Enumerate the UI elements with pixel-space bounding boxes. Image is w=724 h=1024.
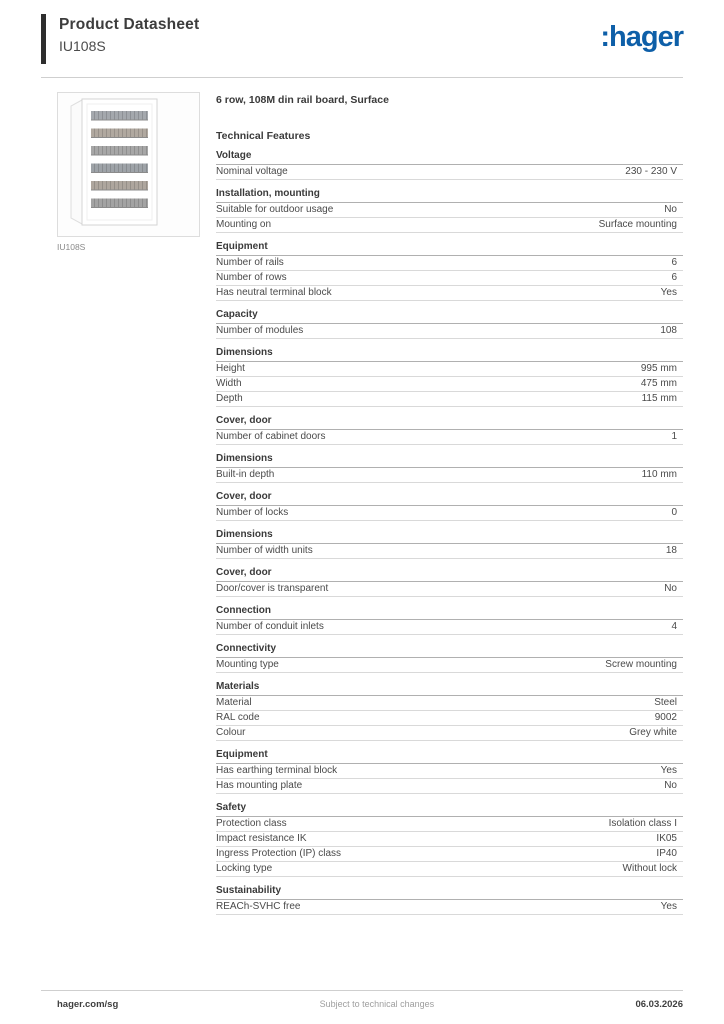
technical-features-heading: Technical Features	[216, 130, 311, 142]
page-header	[41, 0, 683, 64]
spec-label: RAL code	[216, 712, 260, 723]
spec-row	[216, 392, 683, 407]
spec-row	[216, 711, 683, 726]
spec-label: Mounting on	[216, 219, 272, 230]
section-title: Dimensions	[216, 454, 683, 468]
spec-label: Width	[216, 378, 242, 389]
spec-section	[216, 750, 683, 794]
spec-row	[216, 362, 683, 377]
page-footer	[41, 990, 683, 1010]
spec-label: Number of modules	[216, 325, 304, 336]
spec-row	[216, 544, 683, 559]
spec-label: Nominal voltage	[216, 166, 288, 177]
spec-value: 6	[671, 272, 677, 283]
spec-value: No	[664, 780, 677, 791]
spec-row	[216, 832, 683, 847]
spec-label: Door/cover is transparent	[216, 583, 329, 594]
footer-row	[41, 999, 683, 1010]
spec-label: Depth	[216, 393, 243, 404]
spec-label: Ingress Protection (IP) class	[216, 848, 342, 859]
spec-section	[216, 310, 683, 339]
hager-logo: :hager	[600, 21, 683, 53]
spec-value: 110 mm	[641, 469, 677, 480]
spec-row	[216, 218, 683, 233]
section-title: Dimensions	[216, 530, 683, 544]
section-title: Connection	[216, 606, 683, 620]
spec-label: Has earthing terminal block	[216, 765, 338, 776]
spec-row	[216, 203, 683, 218]
section-title: Equipment	[216, 750, 683, 764]
footer-website: hager.com/sg	[57, 999, 119, 1010]
section-title: Cover, door	[216, 492, 683, 506]
header-text	[59, 14, 199, 54]
spec-value: 115 mm	[641, 393, 677, 404]
spec-row	[216, 817, 683, 832]
spec-row	[216, 430, 683, 445]
spec-section	[216, 242, 683, 301]
spec-value: 1	[671, 431, 677, 442]
spec-row	[216, 900, 683, 915]
spec-label: Has neutral terminal block	[216, 287, 332, 298]
spec-label: Mounting type	[216, 659, 279, 670]
spec-row	[216, 696, 683, 711]
spec-section	[216, 606, 683, 635]
din-rail-board-illustration	[58, 93, 199, 236]
spec-row	[216, 286, 683, 301]
section-title: Installation, mounting	[216, 189, 683, 203]
spec-value: No	[664, 204, 677, 215]
spec-value: 4	[671, 621, 677, 632]
spec-row	[216, 377, 683, 392]
spec-row	[216, 468, 683, 483]
spec-label: Number of width units	[216, 545, 313, 556]
spec-row	[216, 847, 683, 862]
spec-section	[216, 492, 683, 521]
section-title: Equipment	[216, 242, 683, 256]
spec-value: Steel	[654, 697, 677, 708]
spec-section	[216, 454, 683, 483]
spec-label: Number of rows	[216, 272, 287, 283]
spec-value: Screw mounting	[605, 659, 677, 670]
spec-value: 18	[665, 545, 677, 556]
spec-value: No	[664, 583, 677, 594]
spec-row	[216, 165, 683, 180]
spec-value: Surface mounting	[598, 219, 677, 230]
spec-label: Locking type	[216, 863, 273, 874]
section-title: Voltage	[216, 151, 683, 165]
spec-value: Yes	[660, 765, 677, 776]
spec-value: 9002	[654, 712, 677, 723]
spec-section	[216, 568, 683, 597]
spec-value: 0	[671, 507, 677, 518]
header-accent-bar	[41, 14, 46, 64]
spec-section	[216, 416, 683, 445]
spec-value: Yes	[660, 901, 677, 912]
spec-section	[216, 886, 683, 915]
spec-label: Number of rails	[216, 257, 284, 268]
spec-value: Isolation class I	[608, 818, 677, 829]
product-code: IU108S	[59, 38, 106, 54]
footer-date: 06.03.2026	[635, 999, 683, 1010]
section-title: Connectivity	[216, 644, 683, 658]
spec-section	[216, 151, 683, 180]
spec-value: 230 - 230 V	[625, 166, 677, 177]
spec-sections	[216, 151, 683, 915]
spec-row	[216, 779, 683, 794]
spec-value: 995 mm	[640, 363, 677, 374]
product-image-caption: IU108S	[57, 242, 86, 252]
spec-section	[216, 189, 683, 233]
spec-row	[216, 582, 683, 597]
spec-value: IP40	[656, 848, 677, 859]
spec-label: Impact resistance IK	[216, 833, 307, 844]
product-description: 6 row, 108M din rail board, Surface	[216, 94, 389, 106]
spec-label: Has mounting plate	[216, 780, 303, 791]
section-title: Cover, door	[216, 416, 683, 430]
spec-value: Without lock	[622, 863, 677, 874]
spec-label: Number of conduit inlets	[216, 621, 324, 632]
spec-column	[216, 92, 683, 915]
section-title: Sustainability	[216, 886, 683, 900]
spec-row	[216, 506, 683, 521]
spec-label: Colour	[216, 727, 246, 738]
spec-row	[216, 271, 683, 286]
spec-value: IK05	[656, 833, 677, 844]
spec-label: Material	[216, 697, 252, 708]
spec-row	[216, 324, 683, 339]
spec-row	[216, 764, 683, 779]
spec-value: 475 mm	[640, 378, 677, 389]
spec-value: 108	[660, 325, 677, 336]
spec-value: 6	[671, 257, 677, 268]
spec-section	[216, 530, 683, 559]
page-title: Product Datasheet	[59, 16, 200, 33]
section-title: Dimensions	[216, 348, 683, 362]
spec-label: Height	[216, 363, 245, 374]
spec-row	[216, 620, 683, 635]
spec-section	[216, 644, 683, 673]
product-image-column	[41, 92, 200, 915]
product-image	[57, 92, 200, 237]
section-title: Safety	[216, 803, 683, 817]
spec-section	[216, 682, 683, 741]
spec-section	[216, 803, 683, 877]
spec-label: Number of cabinet doors	[216, 431, 326, 442]
section-title: Cover, door	[216, 568, 683, 582]
spec-label: Number of locks	[216, 507, 289, 518]
section-title: Materials	[216, 682, 683, 696]
content-area	[41, 92, 683, 915]
spec-label: Protection class	[216, 818, 287, 829]
footer-disclaimer: Subject to technical changes	[319, 999, 435, 1009]
spec-section	[216, 348, 683, 407]
section-title: Capacity	[216, 310, 683, 324]
spec-value: Grey white	[629, 727, 677, 738]
footer-divider	[41, 990, 683, 991]
spec-row	[216, 256, 683, 271]
spec-row	[216, 658, 683, 673]
spec-label: Built-in depth	[216, 469, 275, 480]
spec-row	[216, 726, 683, 741]
header-divider	[41, 77, 683, 78]
spec-row	[216, 862, 683, 877]
spec-value: Yes	[660, 287, 677, 298]
spec-label: REACh-SVHC free	[216, 901, 301, 912]
spec-label: Suitable for outdoor usage	[216, 204, 334, 215]
